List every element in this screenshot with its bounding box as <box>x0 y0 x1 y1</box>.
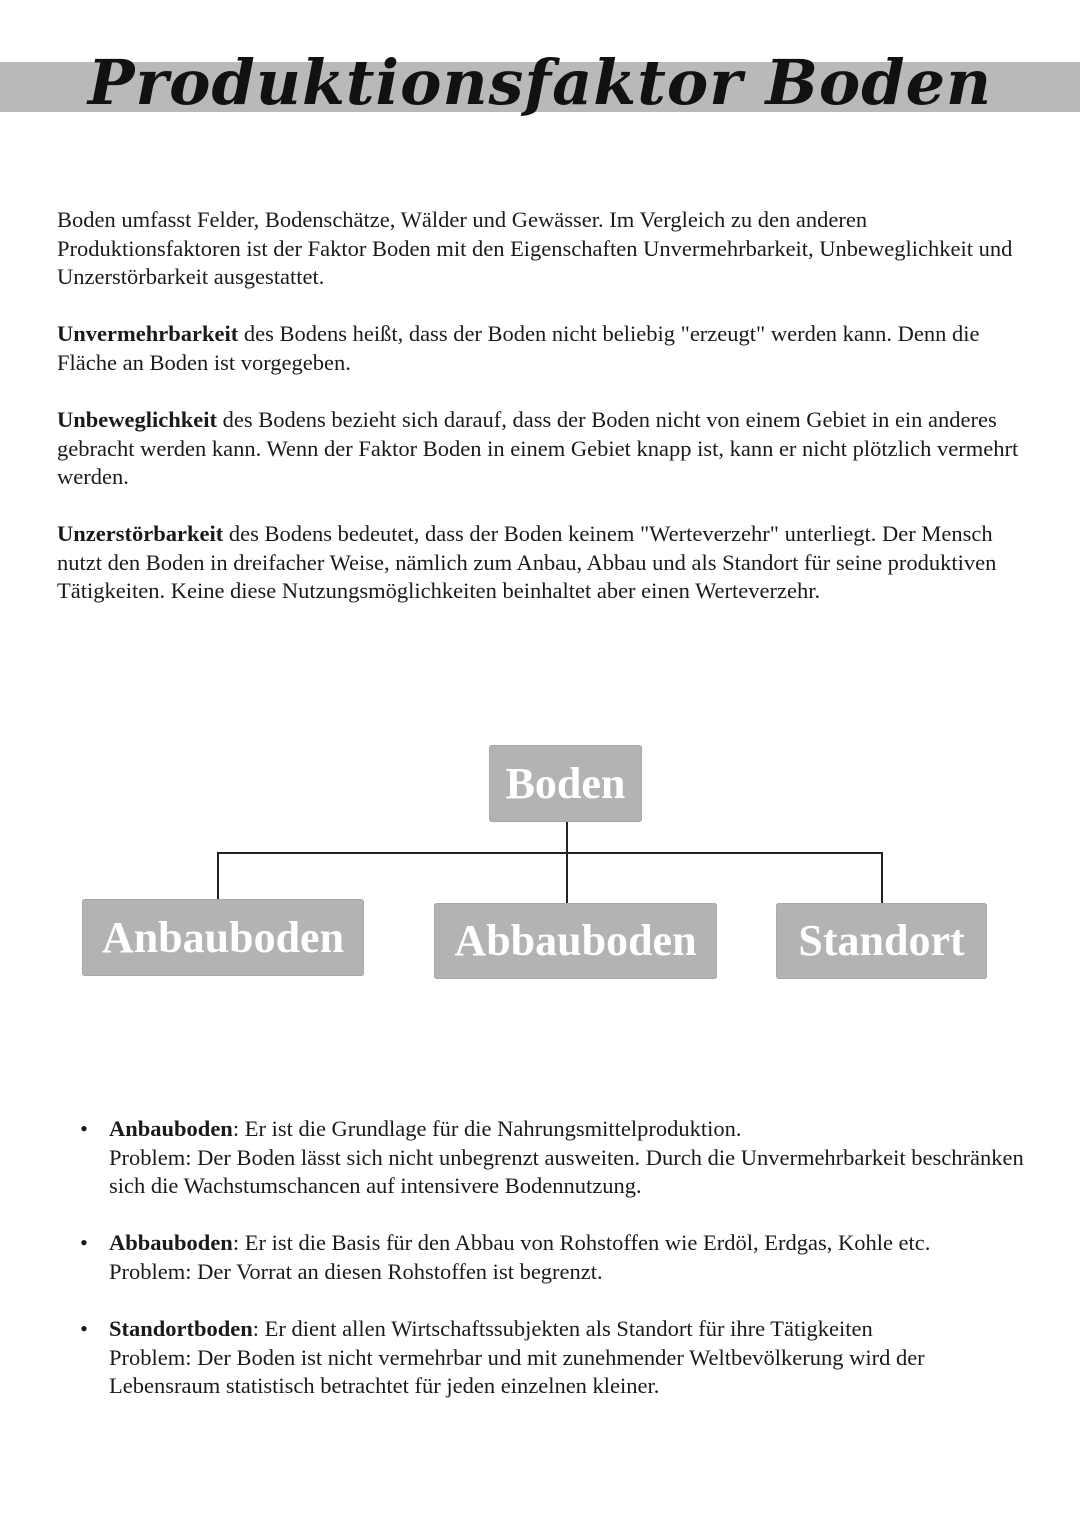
section-unbeweglichkeit <box>57 406 1022 492</box>
bullet-problem: Problem: Der Boden lässt sich nicht unbegrenzt ausweiten. Durch die Unvermehrbarkeit beschränken sich die Wachstumschancen auf intensivere Bodennutzung. <box>109 1144 1024 1199</box>
bullet-term: Abbauboden <box>109 1230 233 1255</box>
bullet-description: : Er ist die Basis für den Abbau von Rohstoffen wie Erdöl, Erdgas, Kohle etc. <box>232 1230 931 1255</box>
bullet-dot-icon: • <box>80 1230 88 1255</box>
section-term: Unvermehrbarkeit <box>57 321 239 346</box>
connector-vertical-left <box>217 852 219 900</box>
section-term: Unbeweglichkeit <box>57 407 217 432</box>
bullet-problem: Problem: Der Vorrat an diesen Rohstoffen ist begrenzt. <box>109 1258 603 1284</box>
section-unvermehrbarkeit <box>57 320 1022 377</box>
connector-vertical-center <box>566 822 568 904</box>
bullet-term: Standortboden <box>109 1316 253 1341</box>
bullet-dot-icon: • <box>80 1116 88 1141</box>
intro-paragraph: Boden umfasst Felder, Bodenschätze, Wälder und Gewässer. Im Vergleich zu den anderen Produktionsfaktoren ist der Faktor Boden mit den Eigenschaften Unvermehrbarkeit, Unbeweglichkeit und Unzerstörbarkeit ausgestattet. <box>57 207 1013 290</box>
section-text: des Bodens heißt, dass der Boden nicht beliebig "erzeugt" werden kann. Denn die Fläche an Boden ist vorgegeben. <box>57 321 980 375</box>
section-term: Unzerstörbarkeit <box>57 521 224 546</box>
bullet-description: : Er ist die Grundlage für die Nahrungsmittelproduktion. <box>232 1116 742 1141</box>
connector-vertical-right <box>881 852 883 903</box>
bullet-term: Anbauboden <box>109 1116 233 1141</box>
section-text: des Bodens bezieht sich darauf, dass der Boden nicht von einem Gebiet in ein anderes gebracht werden kann. Wenn der Faktor Boden in einem Gebiet knapp ist, kann er nicht plötzlich vermehrt werden. <box>57 407 1019 490</box>
section-text: des Bodens bedeutet, dass der Boden keinem "Werteverzehr" unterliegt. Der Mensch nutzt den Boden in dreifacher Weise, nämlich zum Anbau, Abbau und als Standort für seine produktiven Tätigkeiten. Keine diese Nutzungsmöglichkeiten beinhaltet aber einen Werteverzehr. <box>57 521 997 604</box>
diagram-root-boden: Boden <box>489 745 642 822</box>
diagram-node-standort: Standort <box>776 903 987 979</box>
diagram-node-anbauboden: Anbauboden <box>82 899 364 976</box>
connector-horizontal <box>217 852 883 854</box>
bullet-description: : Er dient allen Wirtschaftssubjekten als Standort für ihre Tätigkeiten <box>252 1316 873 1341</box>
bullet-problem: Problem: Der Boden ist nicht vermehrbar und mit zunehmender Weltbevölkerung wird der Lebensraum statistisch betrachtet für jeden einzelnen kleiner. <box>109 1344 925 1399</box>
section-unzerstoerbarkeit <box>57 520 1022 606</box>
bullet-dot-icon: • <box>80 1316 88 1341</box>
page-title: Produktionsfaktor Boden <box>87 46 993 119</box>
diagram-node-abbauboden: Abbauboden <box>434 903 717 979</box>
